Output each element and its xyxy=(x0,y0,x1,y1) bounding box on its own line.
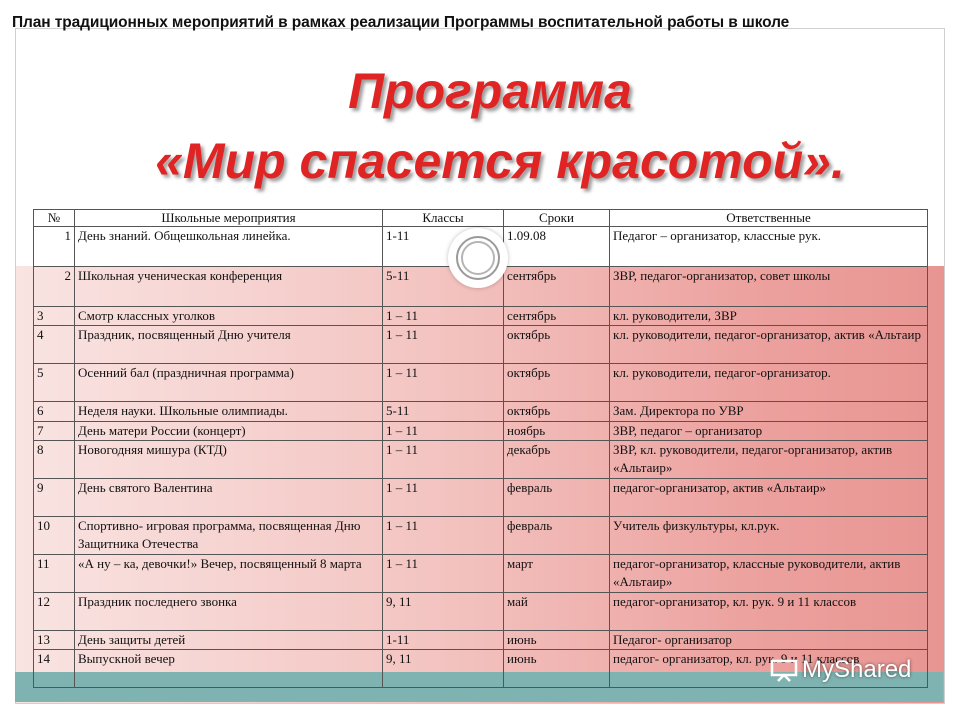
row-responsible: педагог-организатор, актив «Альтаир» xyxy=(610,479,928,517)
row-event: Спортивно- игровая программа, посвященная Дню Защитника Отечества xyxy=(75,517,383,555)
row-responsible: Педагог- организатор xyxy=(610,631,928,650)
row-grades: 9, 11 xyxy=(383,650,504,688)
row-dates: июнь xyxy=(504,650,610,688)
row-dates: сентябрь xyxy=(504,307,610,326)
presentation-icon xyxy=(770,658,798,682)
row-responsible: педагог- организатор, кл. рук. 9 и 11 классов xyxy=(610,650,928,688)
row-grades: 1 – 11 xyxy=(383,479,504,517)
row-dates: сентябрь xyxy=(504,267,610,307)
row-event: Новогодняя мишура (КТД) xyxy=(75,441,383,479)
table-row xyxy=(34,631,928,650)
row-grades: 1 – 11 xyxy=(383,517,504,555)
table-row xyxy=(34,555,928,593)
row-dates: ноябрь xyxy=(504,422,610,441)
row-event: Праздник последнего звонка xyxy=(75,593,383,631)
row-number: 7 xyxy=(34,422,75,441)
row-responsible: Учитель физкультуры, кл.рук. xyxy=(610,517,928,555)
row-grades: 9, 11 xyxy=(383,593,504,631)
row-event: Смотр классных уголков xyxy=(75,307,383,326)
table-row xyxy=(34,593,928,631)
page-header: План традиционных мероприятий в рамках реализации Программы воспитательной работы в школе xyxy=(12,14,790,31)
row-responsible: ЗВР, педагог – организатор xyxy=(610,422,928,441)
row-event: День знаний. Общешкольная линейка. xyxy=(75,227,383,267)
row-grades: 1 – 11 xyxy=(383,307,504,326)
row-grades: 1 – 11 xyxy=(383,441,504,479)
row-event: Неделя науки. Школьные олимпиады. xyxy=(75,402,383,422)
row-number: 12 xyxy=(34,593,75,631)
title-line-1: Программа xyxy=(348,63,632,119)
row-responsible: Зам. Директора по УВР xyxy=(610,402,928,422)
decorative-ring-icon xyxy=(448,228,508,288)
table-row xyxy=(34,307,928,326)
table-row xyxy=(34,326,928,364)
table-header-row xyxy=(34,210,928,227)
table-row xyxy=(34,441,928,479)
row-grades: 5-11 xyxy=(383,267,504,307)
row-dates: октябрь xyxy=(504,402,610,422)
row-dates: октябрь xyxy=(504,326,610,364)
col-header-dates: Сроки xyxy=(504,210,610,227)
col-header-grades: Классы xyxy=(383,210,504,227)
row-grades: 1 – 11 xyxy=(383,326,504,364)
row-number: 1 xyxy=(34,227,75,267)
row-responsible: педагог-организатор, классные руководители, актив «Альтаир» xyxy=(610,555,928,593)
row-responsible: педагог-организатор, кл. рук. 9 и 11 классов xyxy=(610,593,928,631)
row-number: 11 xyxy=(34,555,75,593)
row-event: День матери России (концерт) xyxy=(75,422,383,441)
table-row xyxy=(34,364,928,402)
row-responsible: кл. руководители, педагог-организатор. xyxy=(610,364,928,402)
row-grades: 1 – 11 xyxy=(383,555,504,593)
row-number: 10 xyxy=(34,517,75,555)
table-row xyxy=(34,422,928,441)
row-responsible: кл. руководители, педагог-организатор, актив «Альтаир xyxy=(610,326,928,364)
row-grades: 5-11 xyxy=(383,402,504,422)
row-number: 13 xyxy=(34,631,75,650)
row-number: 5 xyxy=(34,364,75,402)
table-row xyxy=(34,517,928,555)
row-grades: 1 – 11 xyxy=(383,422,504,441)
row-dates: июнь xyxy=(504,631,610,650)
watermark-text: MyShared xyxy=(802,656,912,683)
row-number: 2 xyxy=(34,267,75,307)
myshared-watermark xyxy=(770,656,911,684)
row-responsible: кл. руководители, ЗВР xyxy=(610,307,928,326)
row-dates: март xyxy=(504,555,610,593)
row-number: 8 xyxy=(34,441,75,479)
row-event: «А ну – ка, девочки!» Вечер, посвященный 8 марта xyxy=(75,555,383,593)
row-dates: декабрь xyxy=(504,441,610,479)
row-grades: 1 – 11 xyxy=(383,364,504,402)
row-event: День святого Валентина xyxy=(75,479,383,517)
row-number: 4 xyxy=(34,326,75,364)
row-grades: 1-11 xyxy=(383,631,504,650)
row-event: Выпускной вечер xyxy=(75,650,383,688)
row-number: 14 xyxy=(34,650,75,688)
row-event: Школьная ученическая конференция xyxy=(75,267,383,307)
row-dates: февраль xyxy=(504,517,610,555)
row-responsible: ЗВР, кл. руководители, педагог-организатор, актив «Альтаир» xyxy=(610,441,928,479)
row-number: 9 xyxy=(34,479,75,517)
row-responsible: Педагог – организатор, классные рук. xyxy=(610,227,928,267)
row-dates: 1.09.08 xyxy=(504,227,610,267)
table-row xyxy=(34,402,928,422)
table-row xyxy=(34,479,928,517)
col-header-event: Школьные мероприятия xyxy=(75,210,383,227)
row-event: Праздник, посвященный Дню учителя xyxy=(75,326,383,364)
title-line-2: «Мир спасется красотой». xyxy=(155,133,845,189)
row-event: День защиты детей xyxy=(75,631,383,650)
row-dates: февраль xyxy=(504,479,610,517)
row-responsible: ЗВР, педагог-организатор, совет школы xyxy=(610,267,928,307)
row-dates: май xyxy=(504,593,610,631)
row-number: 3 xyxy=(34,307,75,326)
row-grades: 1-11 xyxy=(383,227,504,267)
col-header-responsible: Ответственные xyxy=(610,210,928,227)
row-number: 6 xyxy=(34,402,75,422)
col-header-number: № xyxy=(34,210,75,227)
row-event: Осенний бал (праздничная программа) xyxy=(75,364,383,402)
row-dates: октябрь xyxy=(504,364,610,402)
